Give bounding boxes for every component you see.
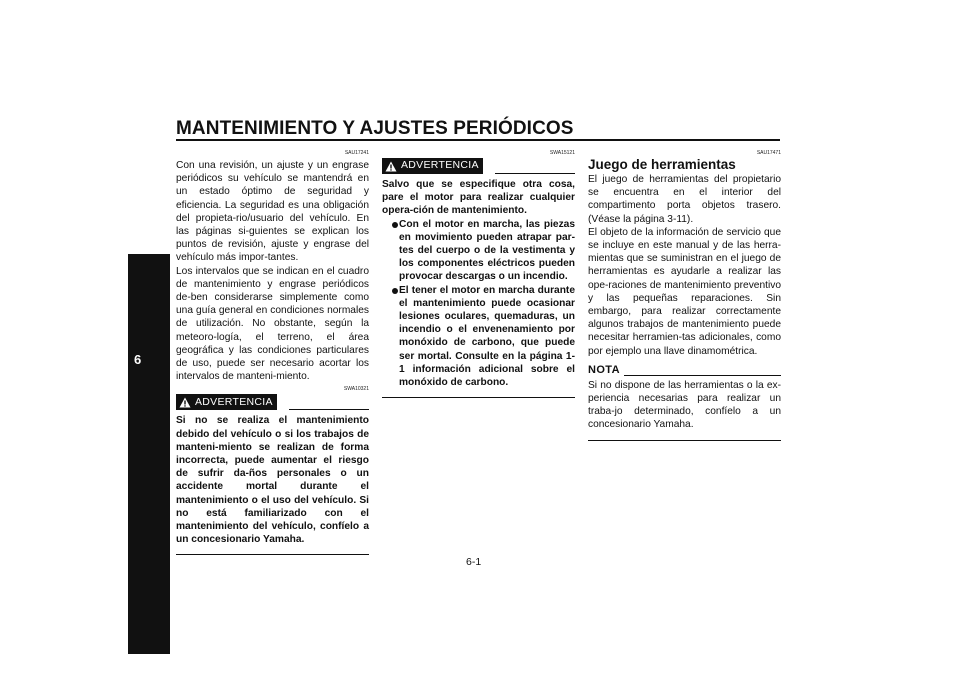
section-code: SAU17241 — [344, 150, 369, 156]
warning-text: Si no se realiza el mantenimiento debido del vehículo o si los trabajos de manteni-miento se realizan de forma incorrecta, puede aumentar el riesgo de sufrir da-ños personales o un accidente mortal durante el mantenimiento o el uso del vehículo. Si no está familiarizado con el mantenimiento del vehículo, confíelo a un concesionario Yamaha. — [176, 415, 369, 546]
warning-bullet-list — [382, 218, 575, 390]
warning-end-rule — [382, 397, 575, 398]
note-header — [588, 364, 781, 377]
note-label: NOTA — [588, 363, 620, 376]
column-3 — [588, 150, 781, 441]
warning-header-rule — [495, 173, 575, 174]
warning-label-box — [176, 394, 277, 410]
warning-header — [382, 158, 575, 174]
warning-end-rule — [176, 554, 369, 555]
warning-label-box — [382, 158, 483, 174]
note-header-rule — [624, 375, 781, 376]
page-title: MANTENIMIENTO Y AJUSTES PERIÓDICOS — [176, 118, 574, 139]
list-item: El tener el motor en marcha durante el mantenimiento puede ocasionar lesiones oculares, quemaduras, un incendio o el envenenamiento por monóxido de carbono, que puede ser mortal. Consulte en la página 1-1 información adicional sobre el monóxido de carbono. — [382, 284, 575, 390]
bullet-icon — [392, 288, 398, 294]
warning-label: ADVERTENCIA — [401, 159, 479, 172]
list-item: Con el motor en marcha, las piezas en movimiento pueden atrapar par-tes del cuerpo o de la vestimenta y los componentes eléctricos pueden provocar descargas o un incendio. — [382, 218, 575, 284]
section-code: SAU17471 — [756, 150, 781, 156]
bullet-icon — [392, 222, 398, 228]
warning-label: ADVERTENCIA — [195, 395, 273, 408]
warning-triangle-icon — [179, 397, 191, 408]
toolkit-location-paragraph: El juego de herramientas del propietario se encuentra en el interior del compartimento porta objetos trasero. (Véase la página 3-11). — [588, 174, 781, 225]
warning-triangle-icon — [385, 161, 397, 172]
section-heading: Juego de herramientas — [588, 157, 736, 172]
warning-header — [176, 394, 369, 410]
warning-header-rule — [289, 409, 369, 410]
note-text: Si no dispone de las herramientas o la ex-periencia necesarias para realizar un traba-jo determinado, confíelo a un concesionario Yamaha. — [588, 379, 781, 431]
column-2 — [382, 150, 575, 398]
page-number: 6-1 — [466, 556, 482, 568]
intervals-paragraph: Los intervalos que se indican en el cuadro de mantenimiento y engrase periódicos de-ben considerarse simplemente como una guía general en condiciones normales de utilización. No obstante, según la meteoro-logía, el terreno, el área geográfica y las condiciones particulares de uso, puede ser necesario acortar los intervalos de manteni-miento. — [176, 265, 369, 383]
column-1 — [176, 150, 369, 555]
chapter-tab-number: 6 — [134, 352, 142, 367]
header-rule — [176, 139, 780, 141]
warning-intro: Salvo que se especifique otra cosa, pare el motor para realizar cualquier opera-ción de mantenimiento. — [382, 179, 575, 217]
warning-code: SWA10321 — [343, 386, 369, 393]
warning-code: SWA15121 — [549, 150, 575, 156]
intro-paragraph: Con una revisión, un ajuste y un engrase periódicos su vehículo se mantendrá en un estado óptimo de seguridad y eficiencia. La seguridad es una obligación del propieta-rio/usuario del vehículo. En las páginas si-guientes se explican los puntos de revisión, ajuste y engrase del vehículo más impor-tantes. — [176, 160, 369, 264]
chapter-tab — [128, 254, 170, 654]
toolkit-purpose-paragraph: El objeto de la información de servicio que se incluye en este manual y de las herra-mientas que se suministran en el juego de herramientas es ayudarle a realizar las ope-raciones de mantenimiento preventivo y las pequeñas reparaciones. Sin embargo, para realizar correctamente algunos trabajos de mantenimiento puede necesitar herramien-tas adicionales, como por ejemplo una llave dinamométrica. — [588, 226, 781, 357]
note-end-rule — [588, 440, 781, 441]
